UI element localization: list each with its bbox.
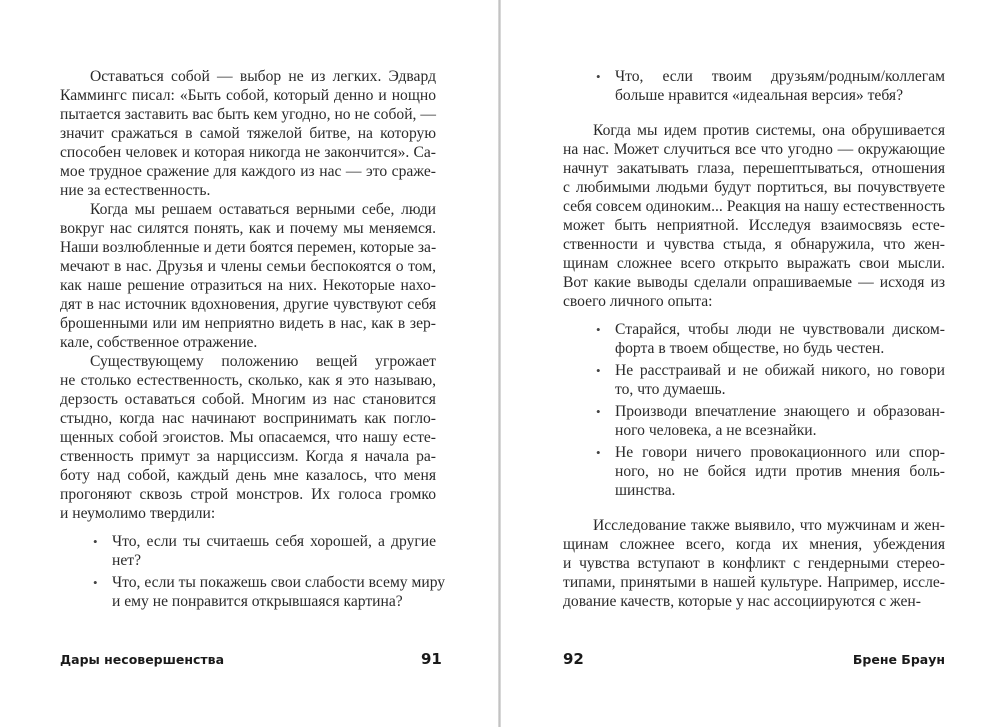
text-line: больше нравится «идеальная версия» тебя? — [615, 87, 903, 104]
text-line: с любимыми людьми будут портиться, вы почувствуете — [563, 179, 945, 196]
text-line: и неумолимо твердили: — [60, 505, 216, 522]
text-line: форта в твоем обществе, но будь честен. — [615, 340, 885, 357]
paragraph — [615, 443, 945, 500]
text-line: и чувства вступают в конфликт с гендерными стерео- — [563, 555, 945, 572]
bullet-icon: • — [596, 404, 601, 419]
text-line: Старайся, чтобы люди не чувствовали диском- — [615, 321, 945, 338]
text-line: Производи впечатление знающего и образован- — [615, 403, 945, 420]
paragraph — [60, 352, 436, 523]
text-line: Когда мы решаем оставаться верными себе, люди — [90, 201, 436, 218]
text-line: дование качеств, которые у нас ассоциируются с жен- — [563, 593, 921, 610]
text-line: Не расстраивай и не обижай никого, но говори — [615, 362, 945, 379]
page-number: 91 — [421, 650, 442, 668]
text-line: вокруг нас силятся понять, как и почему мы меняемся. — [60, 220, 436, 237]
list-item — [563, 443, 945, 500]
text-line: мое трудное сражение для каждого из нас — это сраже- — [60, 163, 436, 180]
text-line: на нас. Может случиться все что угодно — окружающие — [563, 141, 945, 158]
page-number: 92 — [563, 650, 584, 668]
text-line: мечают в нас. Друзья и члены семьи беспокоятся о том, — [60, 258, 436, 275]
text-line: Вот какие выводы сделали опрашиваемые — исходя из — [563, 274, 945, 291]
text-line: Исследование также выявило, что мужчинам и жен- — [593, 517, 945, 534]
list-item — [563, 361, 945, 399]
text-line: Существующему положению вещей угрожает — [90, 353, 436, 370]
text-line: Не говори ничего провокационного или спор- — [615, 444, 945, 461]
paragraph — [615, 320, 945, 358]
bullet-icon: • — [596, 445, 601, 460]
text-line: нет? — [112, 552, 142, 569]
text-line: кале, собственное отражение. — [60, 334, 258, 351]
text-line: Оставаться собой — выбор не из легких. Эдвард — [90, 68, 436, 85]
paragraph — [563, 516, 945, 611]
left-page — [0, 0, 499, 727]
bullet-icon: • — [93, 534, 98, 549]
text-line: то, что думаешь. — [615, 381, 726, 398]
text-line: шинства. — [615, 482, 676, 499]
text-line: боту над собой, каждый день мне казалось, что меня — [60, 467, 436, 484]
text-line: Что, если ты покажешь свои слабости всему миру — [112, 574, 446, 591]
paragraph — [563, 121, 945, 311]
text-line: и ему не понравится открывшаяся картина? — [112, 593, 403, 610]
list-item — [563, 402, 945, 440]
text-line: себя совсем одиноким... Реакция на нашу естественность — [563, 198, 945, 215]
text-line: брошенными или им неприятно видеть в нас, как в зер- — [60, 315, 436, 332]
text-line: стыдно, когда нас начинают воспринимать как погло- — [60, 410, 436, 427]
paragraph — [112, 573, 446, 611]
right-page-body — [563, 67, 945, 611]
list-item — [563, 320, 945, 358]
paragraph — [60, 67, 436, 200]
paragraph — [60, 200, 436, 352]
paragraph — [615, 361, 945, 399]
text-line: прогоняют сквозь строй монстров. Их голоса громко — [60, 486, 436, 503]
text-line: Что, если твоим друзьям/родным/коллегам — [615, 68, 945, 85]
text-line: как наше решение отразиться на них. Некоторые нахо- — [60, 277, 436, 294]
bullet-icon: • — [596, 322, 601, 337]
text-line: ственность примут за нарциссизм. Когда я начала ра- — [60, 448, 436, 465]
running-title: Дары несовершенства — [60, 652, 225, 667]
text-line: Наши возлюбленные и дети боятся перемен, которые за- — [60, 239, 437, 256]
text-line: пытается заставить вас быть кем угодно, но не собой, — — [60, 106, 436, 123]
text-line: начнут закатывать глаза, перешептываться, отношения — [563, 160, 945, 177]
text-line: типами, принятыми в нашей культуре. Например, иссле- — [563, 574, 945, 591]
paragraph — [112, 532, 436, 570]
bullet-list — [563, 67, 945, 105]
running-title: Брене Браун — [852, 652, 945, 667]
paragraph — [615, 402, 945, 440]
text-line: своего личного опыта: — [563, 293, 713, 310]
text-line: не столько естественность, сколько, как я это называю, — [60, 372, 436, 389]
text-line: Каммингс писал: «Быть собой, который денно и нощно — [60, 87, 436, 104]
list-item — [60, 573, 446, 611]
text-line: способен человек и которая никогда не закончится». Са- — [60, 144, 436, 161]
text-line: ного, но не бойся идти против мнения боль- — [615, 463, 945, 480]
bullet-list — [60, 532, 446, 611]
right-page — [501, 0, 1000, 727]
bullet-list — [563, 320, 945, 500]
text-line: ние за естественность. — [60, 182, 211, 199]
bullet-icon: • — [596, 69, 601, 84]
text-line: щинам сложнее всего открыто выражать свои мысли. — [563, 255, 945, 272]
text-line: значит сражаться в самой тяжелой битве, на которую — [60, 125, 436, 142]
list-item — [563, 67, 945, 105]
text-line: Что, если ты считаешь себя хорошей, а другие — [112, 533, 436, 550]
text-line: дят в нас источник вдохновения, другие чувствуют себя — [60, 296, 436, 313]
text-line: может быть неприятной. Исследуя взаимосвязь есте- — [563, 217, 945, 234]
text-line: ственности и чувства стыда, я обнаружила, что жен- — [563, 236, 945, 253]
text-line: Когда мы идем против системы, она обрушивается — [593, 122, 945, 139]
list-item — [60, 532, 436, 570]
bullet-icon: • — [596, 363, 601, 378]
text-line: щинам сложнее всего, когда их мнения, убеждения — [563, 536, 945, 553]
text-line: ного человека, а не всезнайки. — [615, 422, 817, 439]
left-page-body — [60, 67, 446, 614]
bullet-icon: • — [93, 575, 98, 590]
text-line: щенных собой эгоистов. Мы опасаемся, что нашу есте- — [60, 429, 436, 446]
text-line: дерзость оставаться собой. Многим из нас становится — [60, 391, 436, 408]
paragraph — [615, 67, 945, 105]
